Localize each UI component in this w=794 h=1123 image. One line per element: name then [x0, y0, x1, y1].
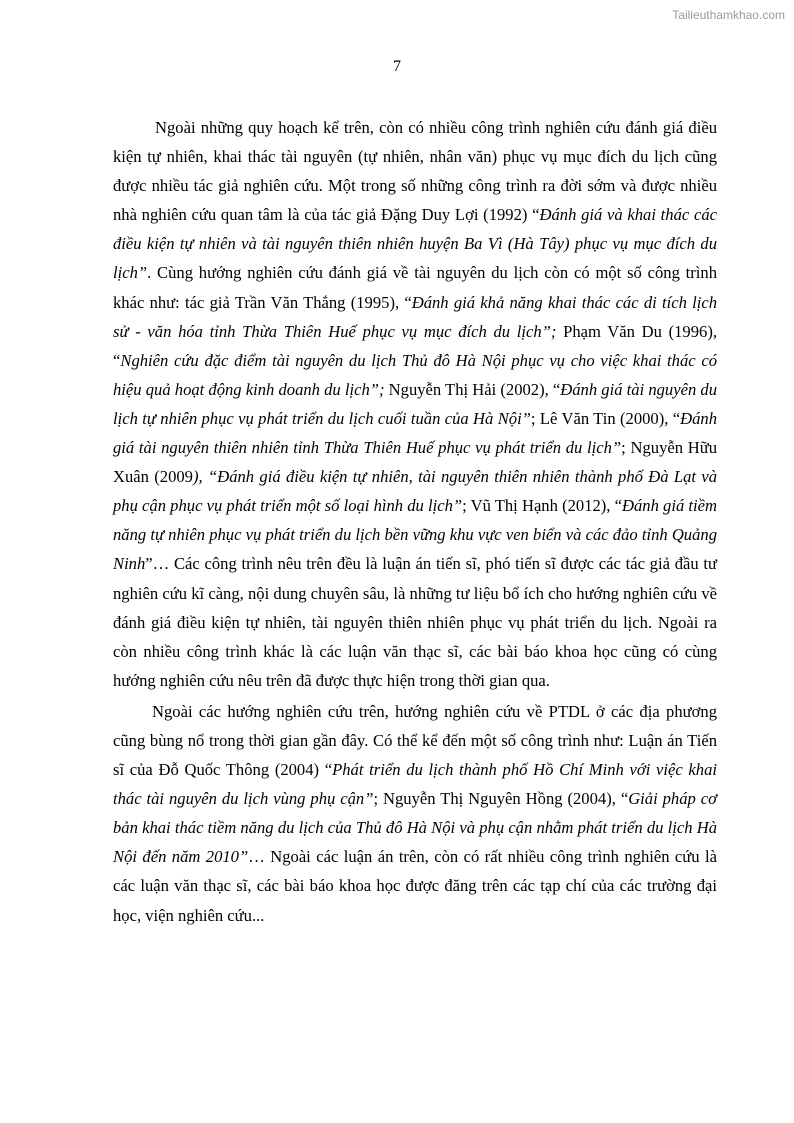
- text-run: Phạm Văn Du (1996), “: [113, 321, 717, 370]
- text-run: ; Lê Văn Tin (2000), “: [530, 408, 681, 428]
- watermark: Tailieuthamkhao.com: [672, 8, 785, 22]
- text-run: … Ngoài các luận án trên, còn có rất nhiều công trình nghiên cứu là các luận văn thạc sĩ, các bài báo khoa học được đăng trên các tạp chí của các trường đại học, viện nghiên cứu...: [113, 847, 717, 925]
- text-run: Nguyễn Thị Hải (2002), “: [384, 379, 561, 399]
- page-number: 7: [393, 58, 401, 75]
- italic-title: Đánh giá tiềm năng tự nhiên phục vụ phát triển du lịch bền vững khu vực ven biển và các đảo tỉnh Quảng Ninh: [113, 496, 717, 574]
- italic-title: Đánh giá và khai thác các điều kiện tự nhiên và tài nguyên thiên nhiên huyện Ba Vì (Hà Tây) phục vụ mục đích du lịch”: [113, 205, 717, 283]
- text-run: ”… Các công trình nêu trên đều là luận án tiến sĩ, phó tiến sĩ được các tác giả đầu tư nghiên cứu kĩ càng, nội dung chuyên sâu, là những tư liệu bổ ích cho hướng nghiên cứu về đánh giá điều kiện tự nhiên, tài nguyên thiên nhiên phục vụ phát triển du lịch. Ngoài ra còn nhiều công trình khác là các luận văn thạc sĩ, các bài báo khoa học cũng có cùng hướng nghiên cứu nêu trên đã được thực hiện trong thời gian qua.: [113, 554, 717, 690]
- italic-title: Đánh giá tài nguyên du lịch tự nhiên phục vụ phát triển du lịch cuối tuần của Hà Nội”: [113, 379, 718, 428]
- italic-title: ), “Đánh giá điều kiện tự nhiên, tài nguyên thiên nhiên thành phố Đà Lạt và phụ cận phục vụ phát triển một số loại hình du lịch”: [113, 467, 717, 516]
- text-run: ; Nguyễn Hữu Xuân (2009: [113, 438, 718, 487]
- paragraph-1: [113, 113, 717, 695]
- italic-title: Đánh giá tài nguyên thiên nhiên tỉnh Thừa Thiên Huế phục vụ phát triển du lịch”: [113, 408, 717, 458]
- text-run: Ngoài các hướng nghiên cứu trên, hướng nghiên cứu về PTDL ở các địa phương cũng bùng nổ trong thời gian gần đây. Có thể kể đến một số công trình như: Luận án Tiến sĩ của Đỗ Quốc Thông (2004) “: [113, 701, 717, 780]
- text-run: ; Nguyễn Thị Nguyên Hồng (2004), “: [373, 789, 629, 809]
- document-body: [113, 113, 717, 930]
- italic-title: Giải pháp cơ bản khai thác tiềm năng du lịch của Thủ đô Hà Nội và phụ cận nhằm phát triển du lịch Hà Nội đến năm 2010”: [113, 789, 717, 867]
- text-run: Ngoài những quy hoạch kể trên, còn có nhiều công trình nghiên cứu đánh giá điều kiện tự nhiên, khai thác tài nguyên (tự nhiên, nhân văn) phục vụ mục đích du lịch cũng được nhiều tác giả nghiên cứu. Một trong số những công trình ra đời sớm và được nhiều nhà nghiên cứu quan tâm là của tác giả Đặng Duy Lợi (1992) “: [113, 118, 717, 225]
- paragraph-2: [113, 697, 717, 930]
- italic-title: Nghiên cứu đặc điểm tài nguyên du lịch Thủ đô Hà Nội phục vụ cho việc khai thác có hiệu quả hoạt động kinh doanh du lịch”;: [113, 350, 717, 399]
- text-run: ; Vũ Thị Hạnh (2012), “: [462, 496, 622, 516]
- text-run: . Cùng hướng nghiên cứu đánh giá về tài nguyên du lịch còn có một số công trình khác như: tác giả Trần Văn Thắng (1995), “: [113, 263, 717, 312]
- italic-title: Đánh giá khả năng khai thác các di tích lịch sử - văn hóa tỉnh Thừa Thiên Huế phục vụ mục đích du lịch”;: [113, 292, 718, 341]
- italic-title: Phát triển du lịch thành phố Hồ Chí Minh với việc khai thác tài nguyên du lịch vùng phụ cận”: [113, 760, 717, 809]
